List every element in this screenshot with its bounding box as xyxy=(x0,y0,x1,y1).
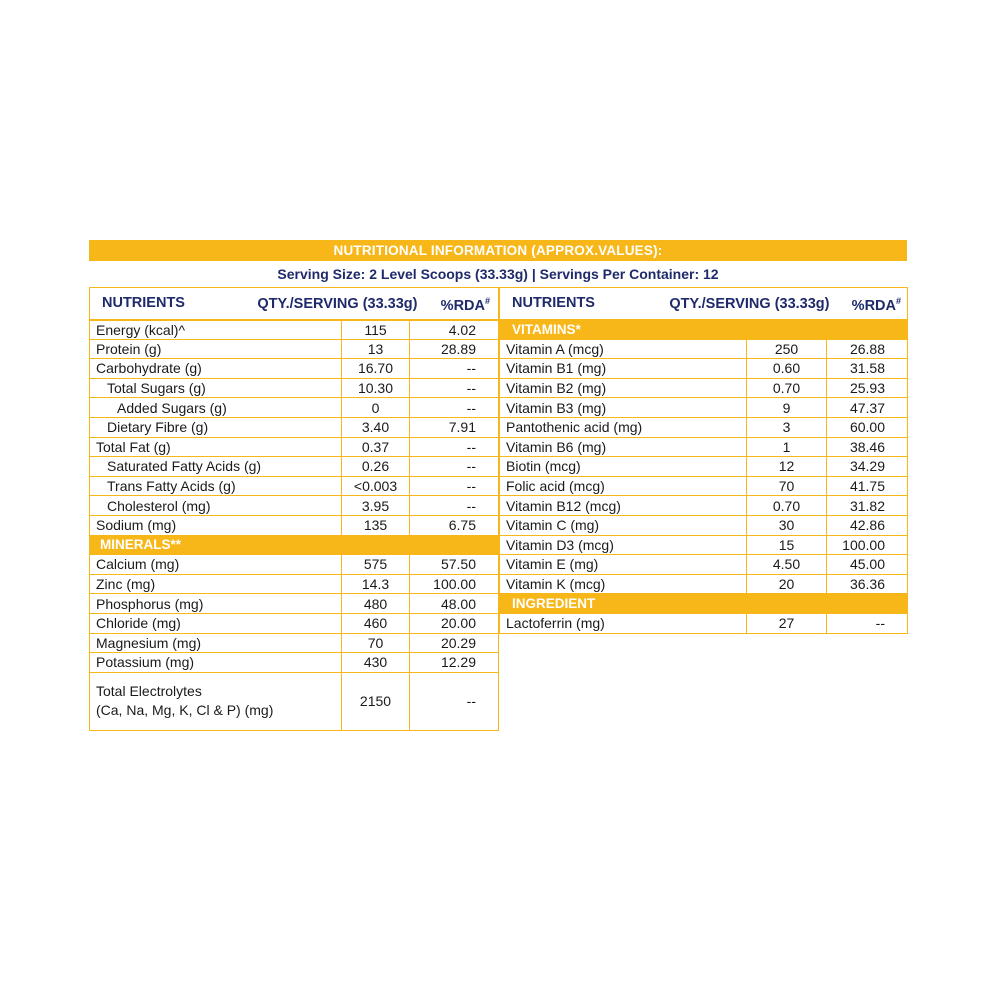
nutrient-name: Folic acid (mcg) xyxy=(500,476,747,496)
nutrient-qty: 12 xyxy=(747,457,827,477)
nutrient-qty: 70 xyxy=(747,476,827,496)
nutrient-rda: 31.58 xyxy=(827,359,908,379)
nutrient-rda: 7.91 xyxy=(410,417,499,437)
header-rda-label: %RDA xyxy=(851,297,896,314)
nutrient-rda: -- xyxy=(410,359,499,379)
nutrient-qty: 0.37 xyxy=(342,437,410,457)
table-row xyxy=(90,633,499,653)
nutrient-qty: 115 xyxy=(342,320,410,340)
nutrient-name: Trans Fatty Acids (g) xyxy=(90,476,342,496)
table-row xyxy=(500,359,908,379)
table-row xyxy=(500,535,908,555)
table-row xyxy=(90,457,499,477)
nutrient-rda: -- xyxy=(410,378,499,398)
header-qty xyxy=(669,288,830,320)
table-row xyxy=(90,320,499,340)
nutrient-name: Zinc (mg) xyxy=(90,574,342,594)
nutrient-rda: 28.89 xyxy=(410,339,499,359)
nutrient-rda: -- xyxy=(410,398,499,418)
nutrient-rda: -- xyxy=(410,476,499,496)
nutrient-qty: 3.95 xyxy=(342,496,410,516)
table-row xyxy=(90,594,499,614)
nutrient-name: Vitamin A (mcg) xyxy=(500,339,747,359)
nutrient-qty: 10.30 xyxy=(342,378,410,398)
table-row xyxy=(500,613,908,633)
nutrient-qty: 0.70 xyxy=(747,496,827,516)
nutrient-qty: 0.60 xyxy=(747,359,827,379)
header-rda-mark: # xyxy=(895,295,901,306)
header-qty xyxy=(257,288,418,320)
nutrient-name: Saturated Fatty Acids (g) xyxy=(90,457,342,477)
nutrient-name: Total Sugars (g) xyxy=(90,378,342,398)
table-row xyxy=(90,555,499,575)
table-header xyxy=(500,288,908,320)
nutrient-rda: 42.86 xyxy=(827,515,908,535)
nutrient-rda: 20.00 xyxy=(410,613,499,633)
nutrient-qty: 27 xyxy=(747,613,827,633)
header-rda xyxy=(827,288,908,320)
table-row xyxy=(500,574,908,594)
header-nutrients: NUTRIENTS xyxy=(90,288,342,320)
nutrient-name: Vitamin B3 (mg) xyxy=(500,398,747,418)
nutrient-qty: <0.003 xyxy=(342,476,410,496)
electrolytes-line2: (Ca, Na, Mg, K, Cl & P) (mg) xyxy=(96,702,274,719)
nutrient-name: Cholesterol (mg) xyxy=(90,496,342,516)
nutrition-panel xyxy=(89,240,907,747)
nutrient-rda: 45.00 xyxy=(827,555,908,575)
header-nutrients: NUTRIENTS xyxy=(500,288,747,320)
vitamins-section xyxy=(500,320,908,340)
nutrient-qty: 20 xyxy=(747,574,827,594)
header-rda-label: %RDA xyxy=(440,297,485,314)
table-row xyxy=(90,339,499,359)
nutrient-qty: 0 xyxy=(342,398,410,418)
serving-info: Serving Size: 2 Level Scoops (33.33g) | Servings Per Container: 12 xyxy=(277,266,719,282)
electrolytes-qty: 2150 xyxy=(342,672,410,730)
nutrient-qty: 14.3 xyxy=(342,574,410,594)
nutrient-rda: 26.88 xyxy=(827,339,908,359)
header-rda xyxy=(410,288,499,320)
nutrient-qty: 3 xyxy=(747,417,827,437)
nutrient-qty: 70 xyxy=(342,633,410,653)
nutrient-name: Phosphorus (mg) xyxy=(90,594,342,614)
nutrient-rda: 47.37 xyxy=(827,398,908,418)
table-row xyxy=(500,496,908,516)
left-nutrition-table xyxy=(89,287,499,731)
table-row xyxy=(500,555,908,575)
table-row xyxy=(500,378,908,398)
nutrient-name: Vitamin D3 (mcg) xyxy=(500,535,747,555)
nutrient-name: Energy (kcal)^ xyxy=(90,320,342,340)
nutrient-qty: 0.70 xyxy=(747,378,827,398)
table-row xyxy=(500,437,908,457)
nutrient-rda: 41.75 xyxy=(827,476,908,496)
ingredient-section xyxy=(500,594,908,614)
nutrient-qty: 430 xyxy=(342,653,410,673)
nutrient-name: Potassium (mg) xyxy=(90,653,342,673)
nutrient-name: Vitamin B1 (mg) xyxy=(500,359,747,379)
nutrient-rda: -- xyxy=(410,457,499,477)
nutrient-qty: 250 xyxy=(747,339,827,359)
nutrient-rda: 36.36 xyxy=(827,574,908,594)
minerals-label: MINERALS** xyxy=(90,535,499,555)
table-row xyxy=(500,476,908,496)
nutrient-rda: 100.00 xyxy=(827,535,908,555)
nutrient-rda: 100.00 xyxy=(410,574,499,594)
nutrient-name: Vitamin K (mcg) xyxy=(500,574,747,594)
table-row xyxy=(90,672,499,730)
nutrient-rda: 60.00 xyxy=(827,417,908,437)
table-row xyxy=(90,515,499,535)
header-qty-label: QTY./SERVING (33.33g) xyxy=(257,296,418,312)
panel-title: NUTRITIONAL INFORMATION (APPROX.VALUES): xyxy=(89,240,907,261)
nutrient-name: Magnesium (mg) xyxy=(90,633,342,653)
nutrient-qty: 13 xyxy=(342,339,410,359)
nutrient-qty: 480 xyxy=(342,594,410,614)
nutrient-name: Pantothenic acid (mg) xyxy=(500,417,747,437)
nutrient-rda: -- xyxy=(410,437,499,457)
nutrient-name: Vitamin E (mg) xyxy=(500,555,747,575)
table-row xyxy=(90,359,499,379)
nutrient-rda: 34.29 xyxy=(827,457,908,477)
nutrient-rda: 12.29 xyxy=(410,653,499,673)
nutrient-rda: 25.93 xyxy=(827,378,908,398)
right-nutrition-table xyxy=(499,287,908,634)
electrolytes-line1: Total Electrolytes xyxy=(96,683,202,700)
nutrient-name: Vitamin B12 (mcg) xyxy=(500,496,747,516)
table-row xyxy=(90,613,499,633)
nutrient-name: Protein (g) xyxy=(90,339,342,359)
table-row xyxy=(90,574,499,594)
nutrient-name: Vitamin B2 (mg) xyxy=(500,378,747,398)
table-row xyxy=(90,437,499,457)
nutrient-rda: 4.02 xyxy=(410,320,499,340)
nutrient-qty: 3.40 xyxy=(342,417,410,437)
table-row xyxy=(90,378,499,398)
header-rda-mark: # xyxy=(484,295,490,306)
table-row xyxy=(500,457,908,477)
nutrient-name: Total Fat (g) xyxy=(90,437,342,457)
nutrient-name: Chloride (mg) xyxy=(90,613,342,633)
table-row xyxy=(90,398,499,418)
table-header xyxy=(90,288,499,320)
nutrient-qty: 9 xyxy=(747,398,827,418)
table-row xyxy=(90,417,499,437)
nutrient-rda: 31.82 xyxy=(827,496,908,516)
nutrient-rda: 38.46 xyxy=(827,437,908,457)
nutrient-qty: 16.70 xyxy=(342,359,410,379)
vitamins-label: VITAMINS* xyxy=(500,320,908,340)
nutrient-rda: 20.29 xyxy=(410,633,499,653)
nutrient-name: Biotin (mcg) xyxy=(500,457,747,477)
ingredient-label: INGREDIENT xyxy=(500,594,908,614)
table-row xyxy=(500,417,908,437)
nutrient-qty: 460 xyxy=(342,613,410,633)
nutrient-name: Calcium (mg) xyxy=(90,555,342,575)
nutrient-qty: 1 xyxy=(747,437,827,457)
table-row xyxy=(500,515,908,535)
nutrient-qty: 0.26 xyxy=(342,457,410,477)
nutrient-qty: 135 xyxy=(342,515,410,535)
nutrient-name: Dietary Fibre (g) xyxy=(90,417,342,437)
nutrient-rda: 57.50 xyxy=(410,555,499,575)
nutrient-rda: 48.00 xyxy=(410,594,499,614)
minerals-section xyxy=(90,535,499,555)
nutrient-name: Vitamin C (mg) xyxy=(500,515,747,535)
table-row xyxy=(500,398,908,418)
nutrient-rda: -- xyxy=(410,496,499,516)
nutrient-qty: 15 xyxy=(747,535,827,555)
table-row xyxy=(90,496,499,516)
nutrient-rda: -- xyxy=(827,613,908,633)
electrolytes-rda: -- xyxy=(410,672,499,730)
nutrient-name: Vitamin B6 (mg) xyxy=(500,437,747,457)
table-row xyxy=(90,653,499,673)
nutrient-qty: 30 xyxy=(747,515,827,535)
nutrient-name: Carbohydrate (g) xyxy=(90,359,342,379)
nutrient-rda: 6.75 xyxy=(410,515,499,535)
nutrient-name: Lactoferrin (mg) xyxy=(500,613,747,633)
table-row xyxy=(500,339,908,359)
nutrient-qty: 4.50 xyxy=(747,555,827,575)
header-qty-label: QTY./SERVING (33.33g) xyxy=(669,296,830,312)
table-row xyxy=(90,476,499,496)
nutrient-name: Sodium (mg) xyxy=(90,515,342,535)
nutrient-qty: 575 xyxy=(342,555,410,575)
electrolytes-name xyxy=(90,672,342,730)
nutrient-name: Added Sugars (g) xyxy=(90,398,342,418)
